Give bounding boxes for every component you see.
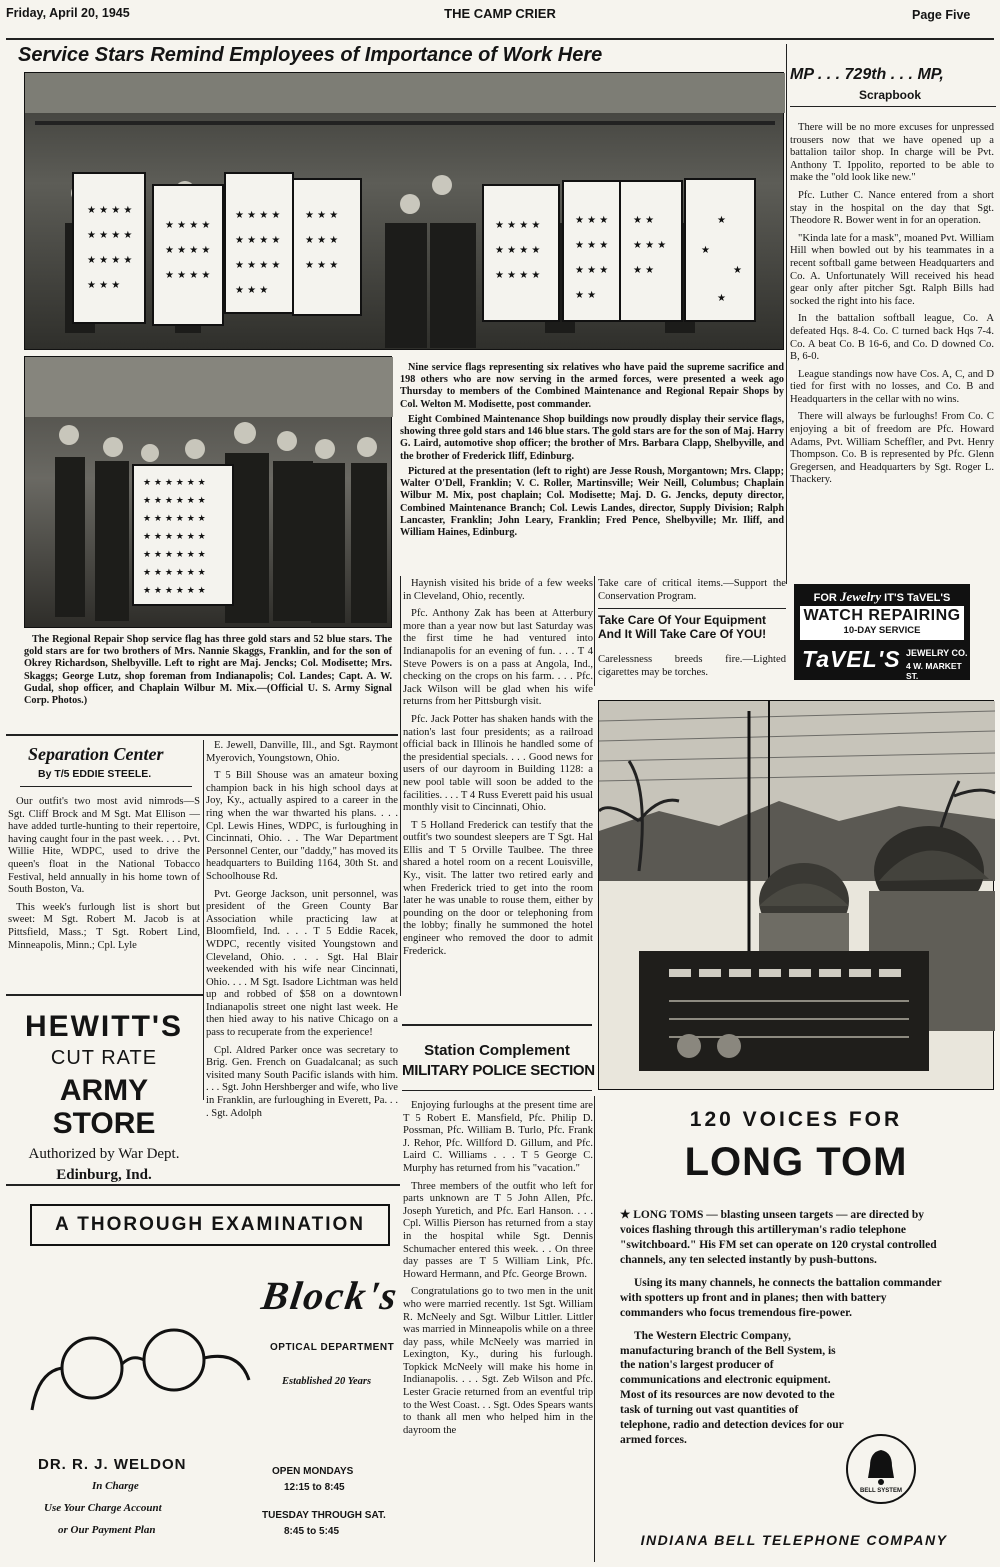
tavels-sub1: JEWELRY CO. — [906, 648, 968, 658]
separation-col1 — [8, 796, 200, 986]
masthead-rule — [6, 38, 994, 40]
tavels-for: FOR — [813, 592, 837, 604]
svg-text:★ ★ ★ ★: ★ ★ ★ ★ — [165, 270, 211, 281]
svg-text:★ ★ ★ ★: ★ ★ ★ ★ — [235, 260, 281, 271]
tavels-line2: 10-DAY SERVICE — [843, 625, 921, 636]
tavels-white-panel — [800, 606, 964, 640]
svg-text:★ ★ ★ ★ ★ ★: ★ ★ ★ ★ ★ ★ — [143, 568, 206, 578]
svg-text:★ ★ ★ ★: ★ ★ ★ ★ — [495, 270, 541, 281]
svg-text:★ ★ ★ ★: ★ ★ ★ ★ — [495, 245, 541, 256]
bell-para-text: LONG TOMS — blasting unseen targets — are directed by voices flashing through this artilleryman's radio telephone "switchboard." His FM set can operate on 120 crystal controlled channels, any ten selected instantly by push-buttons. — [620, 1209, 937, 1266]
tavels-top-name: TaVEL'S — [906, 592, 951, 604]
tavels-name: TaVEL'S — [802, 646, 901, 672]
blocks-dept: OPTICAL DEPARTMENT — [270, 1342, 395, 1353]
blocks-open3: TUESDAY THROUGH SAT. — [262, 1510, 386, 1521]
tavels-ad-top — [796, 589, 968, 605]
station-para: Congratulations go to two men in the unit who were married recently. 1st Sgt. William R. McNeely and Sgt. Wilbur Littler. Littler was married in Minneapolis while on a three day pass, while McNeely was married in Lexington, Ky., during his furlough. Topkick McNeely will make his home in Indianapolis. . . . Sgt. Zeb Wilson and Pfc. Lester Gracie returned from an eventful trip to the West Coast. . . Sgt. Odes Spears wants to thank all men who helped him in the dayroom the — [403, 1286, 593, 1436]
svg-text:★ ★ ★: ★ ★ ★ — [575, 265, 609, 276]
conservation-note-1: Take care of critical items.—Support the Conservation Program. — [598, 578, 786, 602]
station-title-rule — [402, 1090, 592, 1091]
artilleryman-illustration — [598, 700, 994, 1090]
scrapbook-rule — [786, 44, 787, 584]
separation-para: Our outfit's two most avid nimrods—S Sgt. Cliff Brock and M Sgt. Mat Ellison — have added turtle-hunting to their repertoire, having caught four in the past week. . . . Pvt. Willie Hite, WDPC, used to drive the queen's float in the National Tobacco Festival, held annually in his home town of South Boston, Va. — [8, 796, 200, 896]
separation-para: This week's furlough list is short but sweet: M Sgt. Robert M. Jacob is at Pittsfield, Mass.; T Sgt. Robert Lind, Minneapolis, Minn.; Cpl. Lyle — [8, 901, 200, 951]
bell-para: Using its many channels, he connects the battalion commander with spotters up front and in planes; then with battery commanders who focus tremendous fire-power. — [620, 1276, 942, 1319]
tavels-sub2: 4 W. MARKET ST. — [906, 661, 962, 681]
paper-name: THE CAMP CRIER — [444, 6, 556, 21]
blocks-charge2: or Our Payment Plan — [58, 1524, 156, 1536]
scrapbook-para: Pfc. Luther C. Nance entered from a short stay in the hospital on the day that Sgt. Theodore R. Bower went in for an operation. — [790, 189, 994, 227]
eyeglasses-icon — [24, 1310, 256, 1440]
scrapbook-para: There will be no more excuses for unpressed trousers now that we have opened up a battalion tailor shop. In charge will be Pvt. Anthony T. Ippolito, reported to be able to make the "old look like new." — [790, 122, 994, 184]
svg-text:★ ★ ★ ★ ★ ★: ★ ★ ★ ★ ★ ★ — [143, 532, 206, 542]
blocks-established: Established 20 Years — [282, 1376, 372, 1387]
scrapbook-para: "Kinda late for a mask", moaned Pvt. William Hill when bowled out by his teammates in a recent softball game between Headquarters and Co. A. Unfortunately Will received his head gear only after pitcher Sgt. Ralph Bills had socked the right into his face. — [790, 232, 994, 307]
separation-para: T 5 Bill Shouse was an amateur boxing champion back in his high school days at Joy, Ky., actually aspired to a career in the ring when the war thwarted his plans. . . . Cpl. Lewis Hines, WDPC, is furloughing in Cincinnati, Ohio. . . The War Department Personnel Center, our "daddy," has moved its headquarters to Building 1164, 30th St. and Schoolhouse Rd. — [206, 770, 398, 882]
section-rule — [6, 1184, 400, 1186]
scrapbook-subtitle: Scrapbook — [858, 88, 921, 102]
scrapbook-body — [790, 122, 994, 584]
svg-text:★ ★ ★: ★ ★ ★ — [235, 285, 269, 296]
blocks-in-charge: In Charge — [92, 1480, 139, 1492]
issue-date: Friday, April 20, 1945 — [6, 6, 130, 20]
svg-text:★: ★ — [701, 245, 710, 256]
blocks-logo: Block's — [258, 1273, 402, 1318]
star-icon: ★ — [620, 1209, 631, 1221]
hewitts-line4: Edinburg, Ind. — [56, 1167, 152, 1183]
station-subtitle: MILITARY POLICE SECTION — [402, 1062, 595, 1079]
svg-text:★ ★: ★ ★ — [575, 290, 597, 301]
bell-para — [620, 1208, 950, 1268]
svg-text:★ ★ ★ ★ ★ ★: ★ ★ ★ ★ ★ ★ — [143, 496, 206, 506]
conservation-note-2: Take Care Of Your Equipment And It Will Take Care Of YOU! — [598, 613, 767, 641]
svg-text:★ ★ ★ ★: ★ ★ ★ ★ — [87, 255, 133, 266]
separation-para: Pfc. Jack Potter has shaken hands with the nation's last four presidents; as a railroad official back in Illinois he handled some of the presidential specials. . . . Good news for users of our dayroom in Building 1128: a new pool table will soon be added to the facilities. . . . T 4 Russ Everett paid his usual monthly visit to Cincinnati, Ohio. — [403, 713, 593, 814]
tavels-jewelry: Jewelry — [839, 589, 882, 604]
svg-text:★ ★ ★: ★ ★ ★ — [305, 260, 339, 271]
svg-text:★ ★ ★: ★ ★ ★ — [575, 240, 609, 251]
conservation-rule — [598, 608, 786, 609]
lead-caption-para: Eight Combined Maintenance Shop buildings now proudly display their service flags, showing three gold stars and 146 blue stars. The gold stars are for the son of Maj. Harry G. Laird, automotive shop officer; the brother of Mrs. Barbara Clapp, Shelbyville, and the brother of Frederick Iliff, Edinburg. — [400, 413, 784, 462]
conservation-note-3: Carelessness breeds fire.—Lighted cigarettes may be torches. — [598, 654, 786, 678]
bell-headline-2: LONG TOM — [684, 1140, 908, 1184]
separation-title-rule — [20, 786, 192, 787]
tavels-its: IT'S — [884, 592, 904, 604]
lead-caption-left: The Regional Repair Shop service flag has three gold stars and 52 blue stars. The gold stars are for two brothers of Mrs. Nannie Skaggs, Franklin, and for the son of Okrey Richardson, Shelbyville. Left to right are Maj. Jencks; Col. Modisette; Mrs. Skaggs; George Lutz, shop foreman from Indianapolis; Col. Landes; Capt. A. W. Gudal, shop officer, and Chaplain Wilbur M. Mix.—(Official U. S. Army Signal Corp. Photos.) — [24, 634, 392, 707]
svg-text:★ ★: ★ ★ — [633, 265, 655, 276]
regional-repair-flag-photo — [24, 356, 392, 628]
separation-para: E. Jewell, Danville, Ill., and Sgt. Raymont Myerovich, Youngstown, Ohio. — [206, 740, 398, 764]
hewitts-line2: ARMY STORE — [52, 1074, 156, 1140]
station-para: Enjoying furloughs at the present time are T 5 Robert E. Mansfield, Pfc. Philip D. Possman, Pfc. William B. Turlo, Pfc. Frank J. Rehor, Pfc. Willford D. Gillum, and Pfc. Laird C. Williams . . . T 5 George C. Murphy has returned from his "vacation." — [403, 1100, 593, 1174]
scrapbook-para: There will always be furloughs! From Co. C enjoying a bit of freedom are Pfc. Howard Adams, Pvt. William Scheffler, and Pvt. Henry Thompson. Co. B is represented by Pfc. Glenn Gregersen, and Headquarters by Sgt. Roger L. Thackery. — [790, 411, 994, 486]
svg-text:★ ★ ★ ★: ★ ★ ★ ★ — [87, 230, 133, 241]
svg-text:★ ★ ★: ★ ★ ★ — [87, 280, 121, 291]
section-rule — [6, 994, 204, 996]
page-number: Page Five — [912, 8, 971, 22]
separation-col3 — [403, 578, 593, 1018]
lead-caption-para: Pictured at the presentation (left to right) are Jesse Roush, Morgantown; Mrs. Clapp; Walter O'Dell, Franklin; V. C. Roller, Martinsville; Weir Neill, Columbus; Chaplain Wilbur M. Mix, post chaplain; Col. Modisette; Maj. D. G. Jencks, deputy director, Combined Maintenance Branch; Col. Lewis Landes, director, Supply Division; Ralph Lancaster, Franklin; John Leary, Franklin; Fred Pence, Shelbyville; Mr. Iliff, and William Haines, Edinburg. — [400, 465, 784, 539]
bell-headline-1: 120 VOICES FOR — [689, 1108, 903, 1131]
column-rule — [203, 740, 204, 1100]
column-rule — [400, 576, 401, 996]
blocks-banner-text: A THOROUGH EXAMINATION — [55, 1214, 365, 1235]
blocks-open1: OPEN MONDAYS — [272, 1466, 354, 1477]
column-rule — [594, 576, 595, 686]
bell-footer: INDIANA BELL TELEPHONE COMPANY — [640, 1532, 948, 1548]
bell-para: The Western Electric Company, manufacturing branch of the Bell System, is the nation's largest producer of communications and electronic equipment. Most of its resources are now devoted to the task of turning out vast quantities of telephone, radio and detection devices for our armed forces. — [620, 1329, 844, 1447]
blocks-open2: 12:15 to 8:45 — [284, 1482, 345, 1493]
hewitts-line3: Authorized by War Dept. — [28, 1146, 180, 1162]
separation-para: Cpl. Aldred Parker once was secretary to Brig. Gen. French on Guadalcanal; as such visited many South Pacific islands with him. . . . Sgt. John Hershberger and wife, who live in Franklin, are furloughing in Everett, Pa. . . . Sgt. Adolph — [206, 1044, 398, 1119]
svg-text:★ ★: ★ ★ — [633, 215, 655, 226]
svg-text:★ ★ ★ ★ ★ ★: ★ ★ ★ ★ ★ ★ — [143, 478, 206, 488]
separation-para: T 5 Holland Frederick can testify that the outfit's two soundest sleepers are T Sgt. Hal Ellis and T 5 Orville Taulbee. The three shared a hotel room on a recent Louisville, Ky., visit. The latter two retired early and when Frederick tried to get into the room later he was unable to rouse them, either by pounding on the door or telephoning from the lobby; finally he summoned the hotel engineer who removed the door to admit Frederick. — [403, 819, 593, 957]
bell-seal — [846, 1434, 916, 1504]
hewitts-line1: CUT RATE — [50, 1047, 158, 1069]
lead-headline: Service Stars Remind Employees of Importance of Work Here — [18, 44, 603, 66]
svg-text:★ ★ ★: ★ ★ ★ — [305, 210, 339, 221]
blocks-charge1: Use Your Charge Account — [44, 1502, 162, 1514]
svg-text:★ ★ ★: ★ ★ ★ — [633, 240, 667, 251]
svg-text:★ ★ ★ ★: ★ ★ ★ ★ — [495, 220, 541, 231]
svg-text:★ ★ ★ ★ ★ ★: ★ ★ ★ ★ ★ ★ — [143, 550, 206, 560]
regional-repair-flag-art — [25, 357, 393, 629]
svg-text:★ ★ ★ ★: ★ ★ ★ ★ — [165, 245, 211, 256]
scrapbook-title-rule — [790, 106, 996, 107]
separation-para: Pvt. George Jackson, unit personnel, was president of the Green County Bar Association while practicing law at Bloomfield, Ind. . . . T 5 Eddie Racek, WDPC, recently visited Youngstown and Cleveland, Ohio. . . . Sgt. Hal Blair weekended with his wife near Cincinnati, Ohio. . . . M Sgt. Isadore Lichtman was held up and robbed of $58 on a downtown Indianapolis street one night last week. He then hied away to his native Chicago on a pass to recuperate from the experience! — [206, 888, 398, 1039]
svg-text:★ ★ ★ ★: ★ ★ ★ ★ — [235, 210, 281, 221]
scrapbook-para: In the battalion softball league, Co. A defeated Hqs. 8-4. Co. C turned back Hqs 7-4. Co. A beat Co. B 16-6, and Co. D downed Co. B, 6-0. — [790, 313, 994, 363]
svg-text:★: ★ — [717, 293, 726, 304]
service-flags-photo-art — [25, 73, 785, 351]
separation-title: Separation Center — [28, 744, 164, 764]
svg-text:★ ★ ★ ★: ★ ★ ★ ★ — [165, 220, 211, 231]
svg-text:★ ★ ★ ★: ★ ★ ★ ★ — [87, 205, 133, 216]
svg-text:★ ★ ★: ★ ★ ★ — [575, 215, 609, 226]
svg-text:★: ★ — [717, 215, 726, 226]
svg-text:★ ★ ★ ★: ★ ★ ★ ★ — [235, 235, 281, 246]
hewitts-ad — [6, 1010, 202, 1183]
tavels-line1: WATCH REPAIRING — [803, 607, 961, 624]
hewitts-name: HEWITT'S — [24, 1010, 184, 1043]
station-body — [403, 1100, 593, 1560]
scrapbook-para: League standings now have Cos. A, C, and D tied for first with no losses, and Co. B and Headquarters in the cellar with no wins. — [790, 368, 994, 405]
svg-text:★: ★ — [733, 265, 742, 276]
scrapbook-title: MP . . . 729th . . . MP, — [790, 66, 944, 83]
lead-caption-para: Nine service flags representing six relatives who have paid the supreme sacrifice and 198 others who are now serving in the armed forces, were presented a week ago Thursday to members of the Combined Maintenance and Regional Repair Shops by Col. Welton M. Modisette, post commander. — [400, 362, 784, 410]
separation-col2 — [206, 740, 398, 1188]
blocks-banner — [30, 1204, 390, 1246]
artilleryman-art — [599, 701, 995, 1091]
station-title: Station Complement — [424, 1042, 570, 1059]
separation-byline: By T/5 EDDIE STEELE. — [38, 768, 152, 780]
separation-para: Haynish visited his bride of a few weeks in Cleveland, Ohio, recently. — [403, 578, 593, 602]
column-rule — [594, 1096, 595, 1562]
blocks-open4: 8:45 to 5:45 — [284, 1526, 340, 1537]
svg-text:★ ★ ★: ★ ★ ★ — [305, 235, 339, 246]
bell-seal-text: BELL SYSTEM — [860, 1488, 902, 1494]
eyeglasses-illustration — [24, 1310, 256, 1440]
section-rule — [6, 734, 398, 736]
section-rule — [402, 1024, 592, 1026]
service-flags-photo-main — [24, 72, 784, 350]
svg-text:★ ★ ★ ★ ★ ★: ★ ★ ★ ★ ★ ★ — [143, 586, 206, 596]
blocks-doctor: DR. R. J. WELDON — [38, 1456, 187, 1473]
svg-text:★ ★ ★ ★ ★ ★: ★ ★ ★ ★ ★ ★ — [143, 514, 206, 524]
separation-para: Pfc. Anthony Zak has been at Atterbury more than a year now but last Saturday was the first time he had ventured into Indianapolis for an evening of fun. . . . T 4 Steve Powers is on a pass at Angola, Ind., checking on the crops on his farm. . . . Pfc. Jack Wilson will be glad when his wife returns from her Pittsburgh visit. — [403, 608, 593, 708]
tavels-ad — [794, 584, 970, 680]
station-para: Three members of the outfit who left for parts unknown are T 5 John Allen, Pfc. Joseph Yuretich, and Pfc. Earl Hanson. . . . Cpl. Willis Pierson has returned from a stay in the hospital while Sgt. Dennis Schumacher entered this week. . . On three day passes are T 5 William Link, Pfc. Howard Hermann, and Pfc. George Brown. — [403, 1180, 593, 1280]
